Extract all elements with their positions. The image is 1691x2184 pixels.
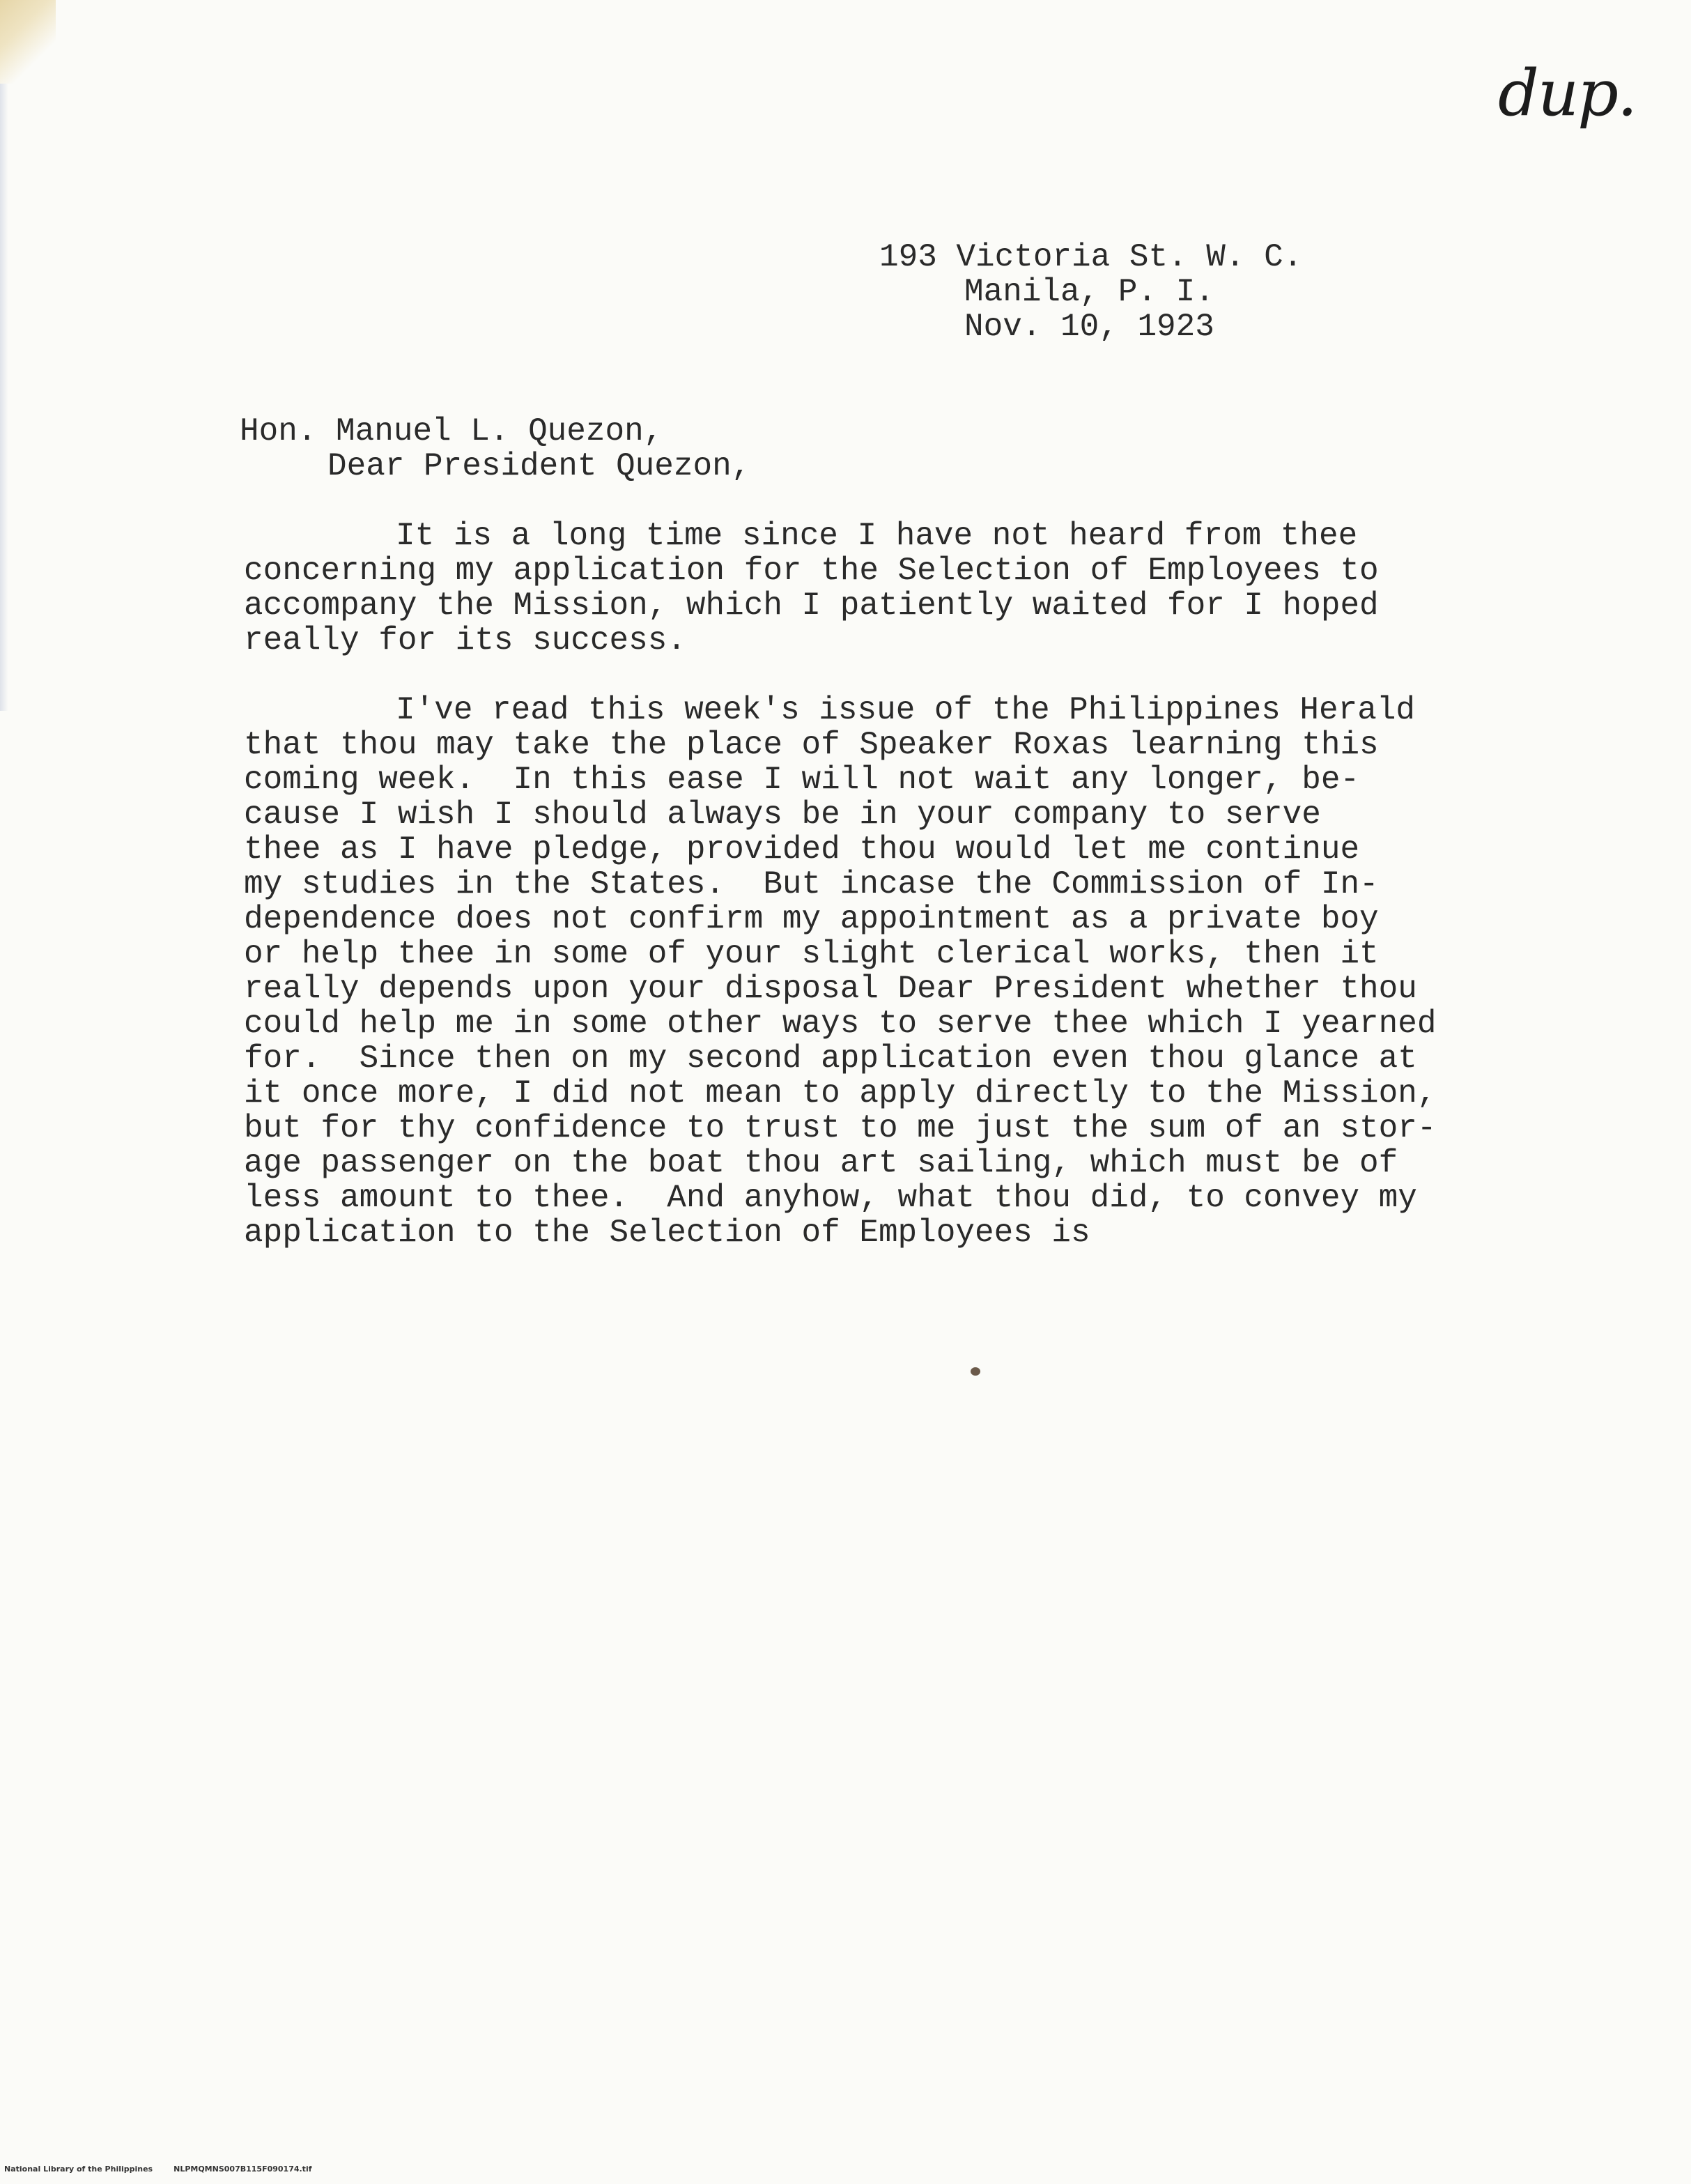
paragraph-2 [244,693,1609,1250]
paragraph-line: for. Since then on my second application even thou glance at [244,1040,1417,1077]
paragraph-line: accompany the Mission, which I patiently waited for I hoped [244,587,1379,624]
paragraph-line: age passenger on the boat thou art sailing, which must be of [244,1145,1398,1181]
edge-shadow [0,84,8,711]
paragraph-line: really for its success. [244,622,686,659]
address-street: 193 Victoria St. W. C. [879,239,1303,275]
paragraph-line: It is a long time since I have not heard from thee [396,518,1358,554]
paragraph-line: thee as I have pledge, provided thou would let me continue [244,831,1360,868]
paragraph-line: really depends upon your disposal Dear President whether thou [244,971,1417,1007]
paragraph-line: coming week. In this ease I will not wait any longer, be- [244,762,1360,798]
paragraph-line: that thou may take the place of Speaker Roxas learning this [244,727,1379,763]
footer-file-id: NLPMQMNS007B115F090174.tif [173,2164,312,2174]
paragraph-line: it once more, I did not mean to apply directly to the Mission, [244,1075,1437,1112]
paragraph-line: my studies in the States. But incase the Commission of In- [244,866,1379,902]
paragraph-line: I've read this week's issue of the Philippines Herald [396,692,1416,728]
corner-stain [0,0,56,84]
salutation-block [240,414,750,484]
paragraph-line: application to the Selection of Employees is [244,1215,1090,1251]
sender-address [879,240,1302,344]
paragraph-line: cause I wish I should always be in your company to serve [244,797,1321,833]
recipient-name: Hon. Manuel L. Quezon, [240,413,663,449]
archive-footer [4,2164,333,2174]
ink-speck [971,1367,980,1376]
paragraph-1 [244,518,1609,658]
paragraph-line: less amount to thee. And anyhow, what thou did, to convey my [244,1180,1417,1216]
footer-institution: National Library of the Philippines [4,2164,153,2174]
paragraph-line: or help thee in some of your slight clerical works, then it [244,936,1379,972]
address-city: Manila, P. I. [964,274,1214,310]
paragraph-line: concerning my application for the Selection of Employees to [244,553,1379,589]
greeting: Dear President Quezon, [327,448,751,484]
handwritten-annotation: dup. [1498,56,1637,130]
paragraph-line: could help me in some other ways to serve thee which I yearned [244,1006,1437,1042]
paragraph-line: but for thy confidence to trust to me just the sum of an stor- [244,1110,1437,1146]
letter-date: Nov. 10, 1923 [964,309,1214,345]
paragraph-line: dependence does not confirm my appointment as a private boy [244,901,1379,937]
